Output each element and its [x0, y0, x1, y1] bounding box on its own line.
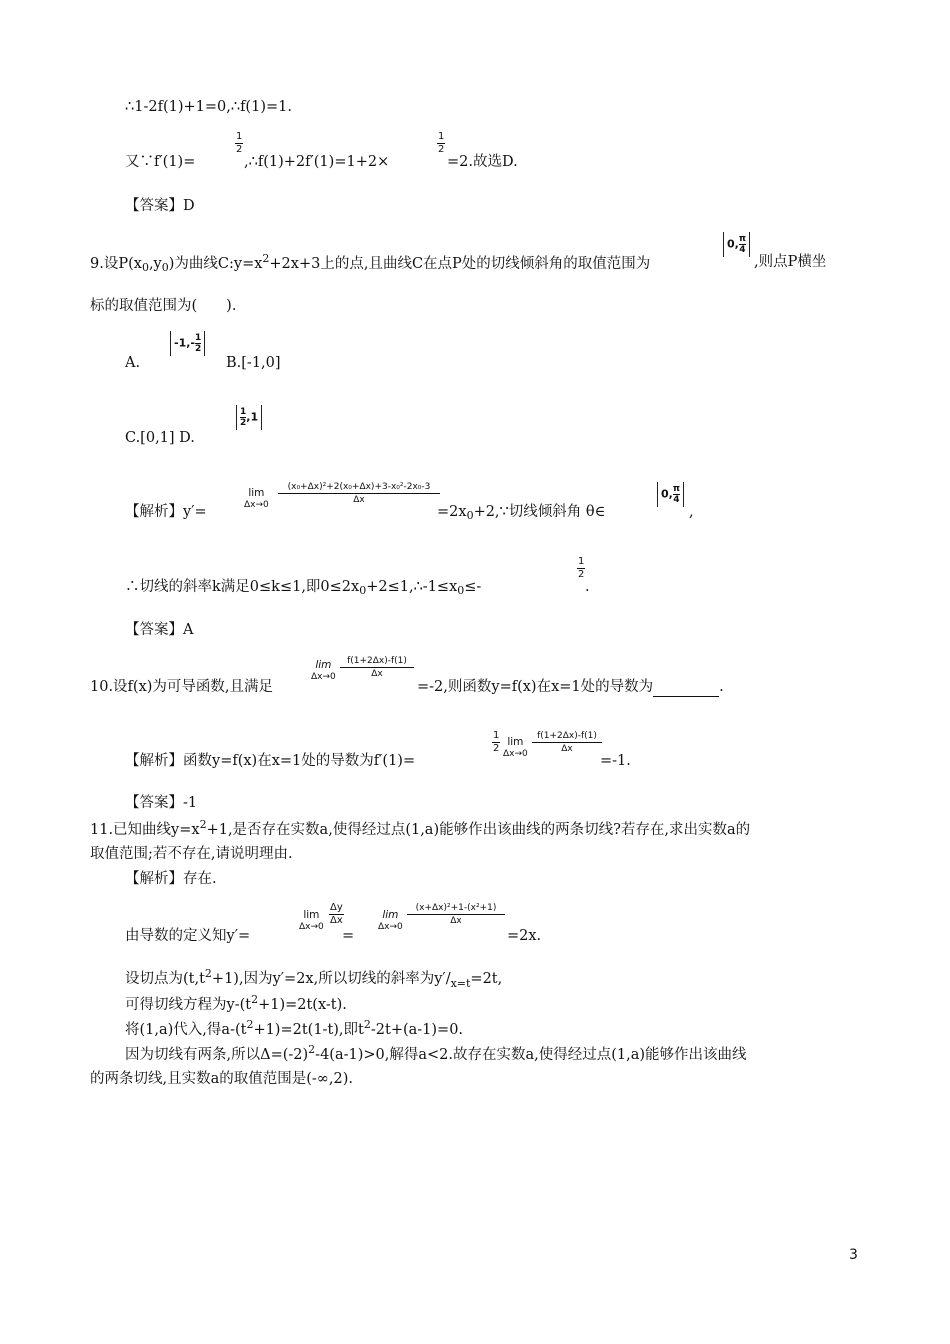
question-10-a: 10.设f(x)为可导函数,且满足	[90, 679, 274, 695]
question-9-line-1: 9.设$P(x_0,y_0)$为曲线$C:y=x^2+2x+3$上的点,且曲线C在点P处的切线倾斜角的取值范围为	[90, 252, 651, 274]
fraction-half: $\frac{1}{2}$	[236, 131, 243, 155]
limit-operator: lim Δx→0	[311, 659, 336, 682]
solution-10-a: 【解析】函数y=f(x)在x=1处的导数为f′(1)=	[125, 753, 416, 769]
option-b: B.[-1,0]	[226, 355, 281, 371]
answer-10: 【答案】-1	[125, 795, 198, 811]
fraction-sol11: $\frac{\text{(x+Δx)²+1-(x²+1)}}{\Delta x}$	[407, 902, 505, 927]
solution-9-comma: ,	[689, 504, 694, 520]
question-11-line-2: 取值范围;若不存在,请说明理由.	[90, 846, 293, 862]
solution-9-line-2: ∴切线的斜率k满足0≤k≤1,即$0\le 2x_0+2\le 1,\therefore-1\le x_0\le-$	[125, 579, 482, 597]
page-number: 3	[849, 1247, 858, 1263]
option-d-interval: $\frac{1}{2},1$	[236, 405, 262, 430]
equals-sign: =	[342, 928, 355, 944]
answer-blank[interactable]	[653, 682, 719, 697]
solution-11-line-3: 设切点为$(t,t^2+1)$,因为y′=2x,所以切线的斜率为$y'/_{x=t}=2t$,	[125, 967, 503, 990]
limit-operator: lim Δx→0	[503, 736, 528, 759]
fraction-half: $\frac{1}{2}$	[578, 556, 585, 580]
question-11-line-1: 11.已知曲线$y=x^2+1$,是否存在实数a,使得经过点(1,a)能够作出该曲线的两条切线?若存在,求出实数a的	[90, 818, 751, 838]
solution-11-line-6: 因为切线有两条,所以$\Delta=(-2)^2-4(a-1)>0$,解得a<2.故存在实数a,使得经过点(1,a)能够作出该曲线	[125, 1043, 747, 1063]
fraction-q10: $\frac{f(1+2\Delta x)-f(1)}{\Delta x}$	[340, 655, 414, 680]
solution-9-line-1b: $=2x_0+2,\because$切线倾斜角 θ∈	[437, 504, 606, 522]
fraction-dy-dx: $\frac{\Delta y}{\Delta x}$	[330, 902, 343, 926]
fraction-half: $\frac{1}{2}$	[493, 730, 500, 754]
solution-11-line-5: 将(1,a)代入,得$a-(t^2+1)=2t(1-t)$,即$t^2-2t+(a-1)=0$.	[125, 1018, 464, 1038]
solution-9-period: .	[585, 579, 590, 595]
answer-9: 【答案】A	[125, 622, 194, 638]
answer-8: 【答案】D	[125, 198, 195, 214]
solution-11-line-7: 的两条切线,且实数a的取值范围是(-∞,2).	[90, 1071, 353, 1087]
option-a-interval: -1,- $\frac{1}{2}$	[170, 331, 205, 356]
solution-line-2b: ,∴f(1)+2f′(1)=1+2×	[244, 154, 390, 170]
interval-0-pi4: 0, $\frac{\pi}{4}$	[657, 482, 684, 507]
question-10-b: =-2,则函数y=f(x)在x=1处的导数为 .	[417, 679, 724, 695]
fraction-half: $\frac{1}{2}$	[438, 131, 445, 155]
limit-operator: lim Δx→0	[299, 909, 324, 932]
limit-operator: lim Δx→0	[378, 909, 403, 932]
question-9-line-2: 标的取值范围为( ).	[90, 298, 237, 314]
solution-line-2c: =2.故选D.	[447, 154, 518, 170]
option-c-d: C.[0,1] D.	[125, 430, 195, 446]
interval-0-pi4: 0, $\frac{\pi}{4}$	[723, 232, 750, 257]
fraction-derivative-9: $\frac{\text{(x₀+Δx)²+2(x₀+Δx)+3-x₀²-2x₀-3}}{\Delta x}$	[278, 481, 440, 506]
solution-11-result: =2x.	[507, 928, 542, 944]
solution-line-2a: 又∵f′(1)=	[125, 154, 196, 170]
question-9-line-1-end: ,则点P横坐	[754, 254, 827, 270]
solution-9-line-1: 【解析】y′=	[125, 504, 207, 520]
fraction-sol10: $\frac{f(1+2\Delta x)-f(1)}{\Delta x}$	[532, 730, 602, 755]
solution-11-line-2: 由导数的定义知y′=	[125, 928, 251, 944]
option-a-label: A.	[125, 355, 141, 371]
solution-line-1: ∴1-2f(1)+1=0,∴f(1)=1.	[125, 99, 292, 115]
limit-operator: lim Δx→0	[244, 487, 269, 510]
solution-10-b: =-1.	[600, 753, 631, 769]
solution-11-line-1: 【解析】存在.	[125, 871, 217, 887]
solution-11-line-4: 可得切线方程为$y-(t^2+1)=2t(x-t)$.	[125, 993, 347, 1013]
